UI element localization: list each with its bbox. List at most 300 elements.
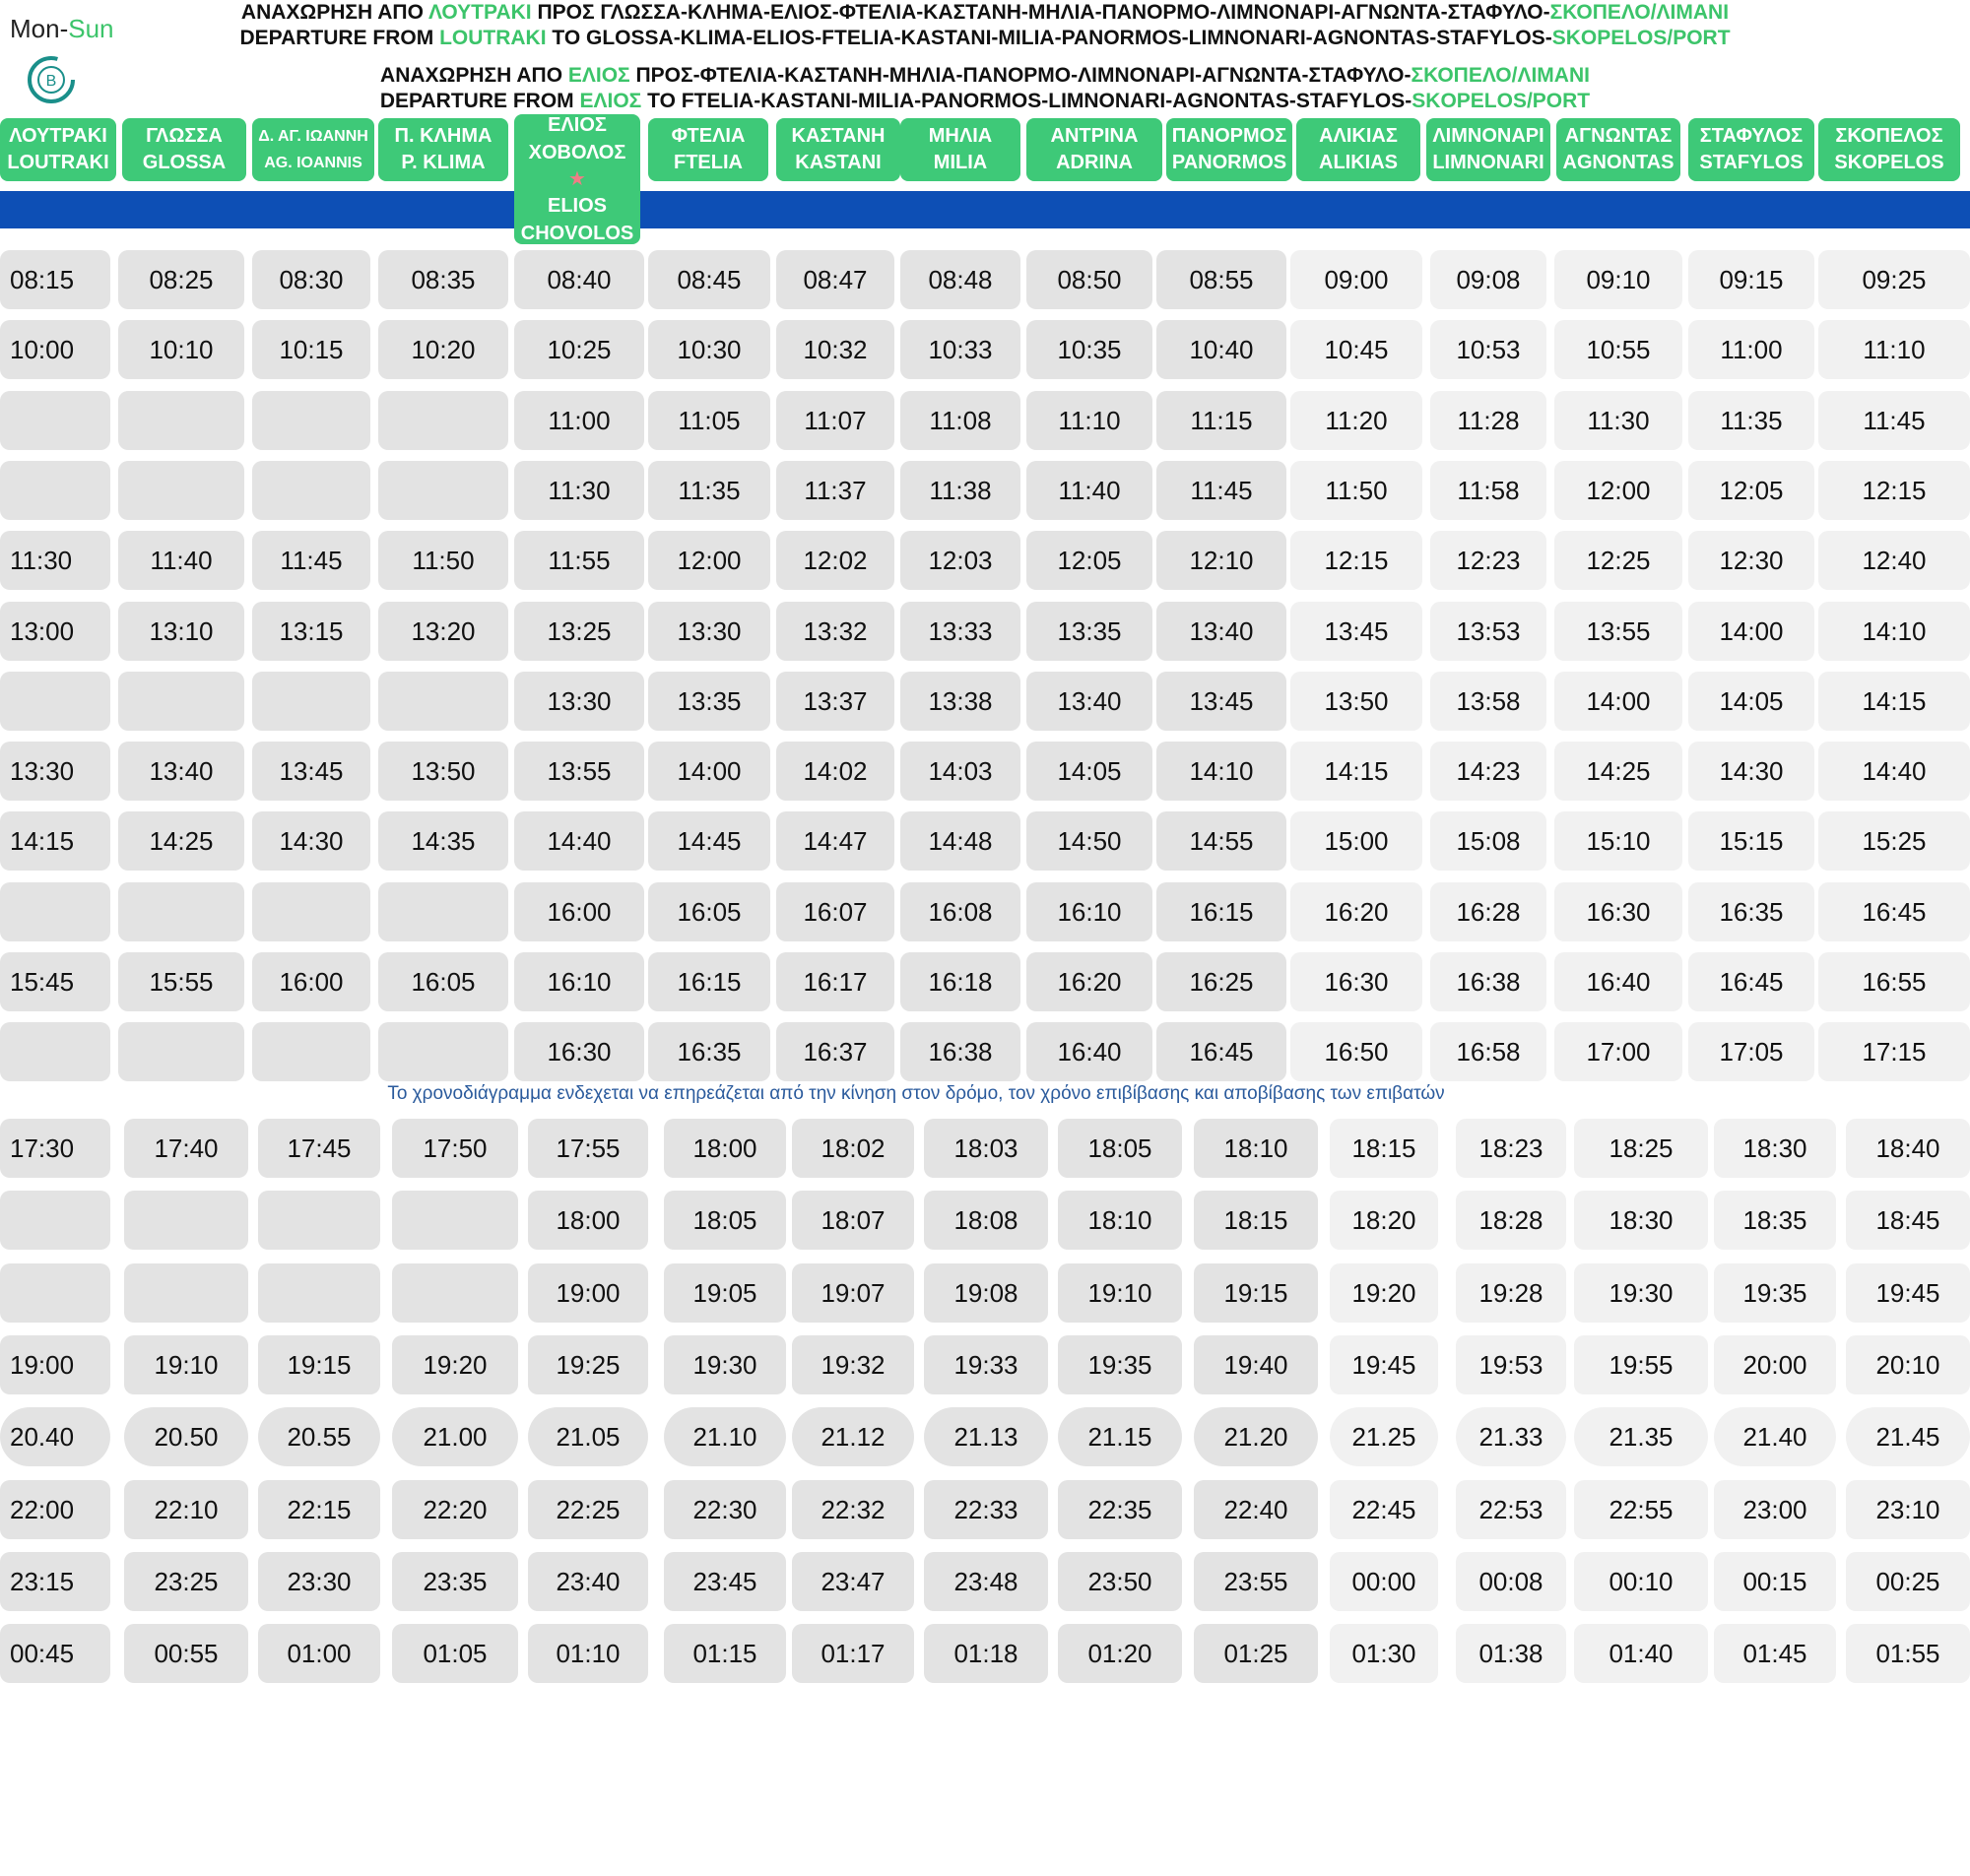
time-cell: 11:45 [1818, 391, 1970, 450]
time-cell: 21.25 [1330, 1407, 1438, 1466]
stop-header-skopelos [1818, 118, 1960, 181]
time-cell: 15:15 [1688, 811, 1814, 871]
empty-time-cell [124, 1263, 248, 1323]
empty-time-cell [392, 1191, 518, 1250]
stop-name-latin: KASTANI [795, 152, 882, 173]
time-cell: 18:15 [1330, 1119, 1438, 1178]
time-cell: 01:15 [664, 1624, 786, 1683]
time-cell: 13:45 [252, 742, 370, 801]
time-cell: 11:30 [0, 531, 110, 590]
time-cell: 09:15 [1688, 250, 1814, 309]
heading-text: TO FTELIA-KASTANI-MILIA-PANORMOS-LIMNONARI-AGNONTAS-STAFYLOS- [641, 90, 1412, 112]
empty-time-cell [378, 461, 508, 520]
time-cell: 16:15 [648, 952, 770, 1011]
time-cell: 11:20 [1290, 391, 1422, 450]
time-cell: 11:50 [378, 531, 508, 590]
time-cell: 22:20 [392, 1480, 518, 1539]
time-cell: 01:40 [1574, 1624, 1708, 1683]
time-cell: 20.50 [124, 1407, 248, 1466]
heading-line [148, 63, 1822, 89]
empty-time-cell [392, 1263, 518, 1323]
time-cell: 13:55 [514, 742, 644, 801]
time-cell: 18:10 [1058, 1191, 1182, 1250]
heading-origin: ΕΛΙΟΣ [579, 90, 642, 112]
time-cell: 10:32 [776, 320, 894, 379]
time-cell: 14:47 [776, 811, 894, 871]
time-cell: 14:10 [1818, 602, 1970, 661]
time-cell: 19:00 [528, 1263, 648, 1323]
stop-header-agnontas [1556, 118, 1680, 181]
time-cell: 16:08 [900, 882, 1020, 941]
time-cell: 16:35 [648, 1022, 770, 1081]
time-cell: 19:45 [1330, 1335, 1438, 1394]
time-cell: 14:15 [0, 811, 110, 871]
time-cell: 21.40 [1714, 1407, 1836, 1466]
time-cell: 15:55 [118, 952, 244, 1011]
empty-time-cell [252, 461, 370, 520]
time-cell: 23:25 [124, 1552, 248, 1611]
time-cell: 16:40 [1554, 952, 1682, 1011]
empty-time-cell [378, 1022, 508, 1081]
time-cell: 18:20 [1330, 1191, 1438, 1250]
time-cell: 16:05 [378, 952, 508, 1011]
time-cell: 18:05 [664, 1191, 786, 1250]
heading-text: ΠΡΟΣ-ΦΤΕΛΙΑ-ΚΑΣΤΑΝΗ-ΜΗΛΙΑ-ΠΑΝΟΡΜΟ-ΛΙΜΝΟΝΑΡΙ-ΑΓΝΩΝΤΑ-ΣΤΑΦΥΛΟ- [629, 64, 1412, 87]
heading-destination: SKOPELOS/PORT [1551, 27, 1731, 49]
time-cell: 19:40 [1194, 1335, 1318, 1394]
time-cell: 19:30 [1574, 1263, 1708, 1323]
time-cell: 18:30 [1574, 1191, 1708, 1250]
empty-time-cell [124, 1191, 248, 1250]
time-cell: 19:10 [1058, 1263, 1182, 1323]
stop-name-greek: ΣΤΑΦΥΛΟΣ [1699, 125, 1804, 147]
time-cell: 21.13 [924, 1407, 1048, 1466]
time-cell: 01:20 [1058, 1624, 1182, 1683]
time-cell: 01:38 [1456, 1624, 1566, 1683]
stop-name-greek: ΑΛΙΚΙΑΣ [1319, 125, 1398, 147]
time-cell: 01:10 [528, 1624, 648, 1683]
time-cell: 18:30 [1714, 1119, 1836, 1178]
empty-time-cell [0, 391, 110, 450]
time-cell: 10:45 [1290, 320, 1422, 379]
time-cell: 19:32 [792, 1335, 914, 1394]
time-cell: 16:58 [1430, 1022, 1546, 1081]
time-cell: 23:35 [392, 1552, 518, 1611]
time-cell: 16:00 [514, 882, 644, 941]
stop-header-elios-chovolos [514, 114, 640, 244]
time-cell: 16:45 [1688, 952, 1814, 1011]
time-cell: 19:28 [1456, 1263, 1566, 1323]
time-cell: 22:15 [258, 1480, 380, 1539]
time-cell: 23:00 [1714, 1480, 1836, 1539]
time-cell: 22:10 [124, 1480, 248, 1539]
brand-name-part1: Mon- [10, 14, 69, 43]
time-cell: 13:37 [776, 672, 894, 731]
time-cell: 13:15 [252, 602, 370, 661]
stop-header-kastani [776, 118, 900, 181]
time-cell: 14:03 [900, 742, 1020, 801]
time-cell: 13:30 [514, 672, 644, 731]
time-cell: 23:10 [1846, 1480, 1970, 1539]
time-cell: 13:40 [1156, 602, 1286, 661]
time-cell: 18:08 [924, 1191, 1048, 1250]
time-cell: 19:20 [392, 1335, 518, 1394]
time-cell: 10:25 [514, 320, 644, 379]
time-cell: 08:35 [378, 250, 508, 309]
time-cell: 16:30 [1554, 882, 1682, 941]
time-cell: 00:45 [0, 1624, 110, 1683]
heading-text: ΑΝΑΧΩΡΗΣΗ ΑΠΟ [240, 1, 428, 24]
time-cell: 14:40 [514, 811, 644, 871]
time-cell: 21.35 [1574, 1407, 1708, 1466]
time-cell: 13:45 [1290, 602, 1422, 661]
time-cell: 11:35 [648, 461, 770, 520]
time-cell: 21.12 [792, 1407, 914, 1466]
empty-time-cell [0, 1022, 110, 1081]
time-cell: 10:30 [648, 320, 770, 379]
route-headings [148, 0, 1822, 114]
time-cell: 19:10 [124, 1335, 248, 1394]
time-cell: 11:45 [252, 531, 370, 590]
time-cell: 13:35 [648, 672, 770, 731]
time-cell: 16:45 [1156, 1022, 1286, 1081]
heading-line [148, 0, 1822, 26]
stop-name-latin: FTELIA [674, 152, 743, 173]
time-cell: 00:25 [1846, 1552, 1970, 1611]
time-cell: 10:35 [1026, 320, 1152, 379]
time-cell: 16:10 [1026, 882, 1152, 941]
stop-name-latin: GLOSSA [142, 152, 227, 173]
time-cell: 12:15 [1290, 531, 1422, 590]
time-cell: 19:15 [258, 1335, 380, 1394]
time-cell: 08:30 [252, 250, 370, 309]
time-cell: 22:33 [924, 1480, 1048, 1539]
time-cell: 01:17 [792, 1624, 914, 1683]
empty-time-cell [378, 391, 508, 450]
time-cell: 22:53 [1456, 1480, 1566, 1539]
heading-origin: ΛΟΥΤΡΑΚΙ [427, 1, 532, 24]
empty-time-cell [118, 391, 244, 450]
time-cell: 14:00 [1554, 672, 1682, 731]
time-cell: 23:30 [258, 1552, 380, 1611]
empty-time-cell [0, 1191, 110, 1250]
empty-time-cell [118, 672, 244, 731]
time-cell: 22:32 [792, 1480, 914, 1539]
time-cell: 18:40 [1846, 1119, 1970, 1178]
time-cell: 14:45 [648, 811, 770, 871]
empty-time-cell [378, 672, 508, 731]
empty-time-cell [0, 461, 110, 520]
stop-name-greek: ΜΗΛΙΑ [928, 125, 993, 147]
time-cell: 14:30 [252, 811, 370, 871]
stop-header-alikias [1296, 118, 1420, 181]
time-cell: 23:15 [0, 1552, 110, 1611]
time-cell: 13:53 [1430, 602, 1546, 661]
time-cell: 16:20 [1026, 952, 1152, 1011]
time-cell: 16:55 [1818, 952, 1970, 1011]
time-cell: 13:25 [514, 602, 644, 661]
time-cell: 11:10 [1818, 320, 1970, 379]
stop-name-greek: ΠΑΝΟΡΜΟΣ [1171, 125, 1287, 147]
time-cell: 14:05 [1688, 672, 1814, 731]
time-cell: 23:48 [924, 1552, 1048, 1611]
empty-time-cell [252, 882, 370, 941]
time-cell: 08:40 [514, 250, 644, 309]
empty-time-cell [378, 882, 508, 941]
time-cell: 11:55 [514, 531, 644, 590]
time-cell: 12:25 [1554, 531, 1682, 590]
time-cell: 08:50 [1026, 250, 1152, 309]
time-cell: 20.40 [0, 1407, 110, 1466]
schedule-disclaimer: Το χρονοδιάγραμμα ενδεχεται να επηρεάζεται από την κίνηση στον δρόμο, τον χρόνο επιβίβασης και αποβίβασης των επιβατών [387, 1083, 1445, 1104]
time-cell: 18:03 [924, 1119, 1048, 1178]
time-cell: 13:30 [648, 602, 770, 661]
stop-name-latin: STAFYLOS [1699, 152, 1804, 173]
time-cell: 11:30 [1554, 391, 1682, 450]
time-cell: 20:00 [1714, 1335, 1836, 1394]
time-cell: 13:32 [776, 602, 894, 661]
time-cell: 10:53 [1430, 320, 1546, 379]
time-cell: 17:05 [1688, 1022, 1814, 1081]
time-cell: 11:00 [514, 391, 644, 450]
empty-time-cell [0, 672, 110, 731]
time-cell: 11:08 [900, 391, 1020, 450]
heading-text: TO GLOSSA-KLIMA-ELIOS-FTELIA-KASTANI-MILIA-PANORMOS-LIMNONARI-AGNONTAS-STAFYLOS- [546, 27, 1552, 49]
stop-name-latin: ELIOS [547, 195, 607, 217]
time-cell: 15:00 [1290, 811, 1422, 871]
time-cell: 01:25 [1194, 1624, 1318, 1683]
empty-time-cell [0, 882, 110, 941]
time-cell: 10:40 [1156, 320, 1286, 379]
time-cell: 16:15 [1156, 882, 1286, 941]
time-cell: 08:47 [776, 250, 894, 309]
time-cell: 10:15 [252, 320, 370, 379]
time-cell: 09:00 [1290, 250, 1422, 309]
time-cell: 14:25 [118, 811, 244, 871]
time-cell: 11:07 [776, 391, 894, 450]
time-cell: 13:40 [118, 742, 244, 801]
stop-name-latin: ADRINA [1056, 152, 1133, 173]
time-cell: 10:33 [900, 320, 1020, 379]
stop-name-latin: PANORMOS [1171, 152, 1287, 173]
time-cell: 23:55 [1194, 1552, 1318, 1611]
time-cell: 01:30 [1330, 1624, 1438, 1683]
time-cell: 18:05 [1058, 1119, 1182, 1178]
time-cell: 15:45 [0, 952, 110, 1011]
stop-header-loutraki [0, 118, 116, 181]
time-cell: 10:20 [378, 320, 508, 379]
heading-text: ΑΝΑΧΩΡΗΣΗ ΑΠΟ [380, 64, 568, 87]
time-cell: 11:38 [900, 461, 1020, 520]
time-cell: 11:15 [1156, 391, 1286, 450]
time-cell: 19:45 [1846, 1263, 1970, 1323]
stop-header-ag-ioannis [252, 118, 374, 181]
time-cell: 17:50 [392, 1119, 518, 1178]
time-cell: 21.20 [1194, 1407, 1318, 1466]
time-cell: 21.45 [1846, 1407, 1970, 1466]
time-cell: 21.10 [664, 1407, 786, 1466]
time-cell: 00:10 [1574, 1552, 1708, 1611]
time-cell: 11:35 [1688, 391, 1814, 450]
time-cell: 12:03 [900, 531, 1020, 590]
stop-name-greek: ΑΝΤΡΙΝΑ [1050, 125, 1139, 147]
stop-name-greek: ΕΛΙΟΣ [548, 114, 607, 136]
stop-name-latin: ALIKIAS [1319, 152, 1398, 173]
time-cell: 16:50 [1290, 1022, 1422, 1081]
heading-destination: ΣΚΟΠΕΛΟ/ΛΙΜΑΝΙ [1411, 64, 1590, 87]
stop-header-p-klima [378, 118, 508, 181]
time-cell: 23:47 [792, 1552, 914, 1611]
time-cell: 18:02 [792, 1119, 914, 1178]
time-cell: 17:30 [0, 1119, 110, 1178]
time-cell: 11:50 [1290, 461, 1422, 520]
time-cell: 18:25 [1574, 1119, 1708, 1178]
brand-name [10, 14, 114, 44]
time-cell: 10:55 [1554, 320, 1682, 379]
time-cell: 11:10 [1026, 391, 1152, 450]
heading-line [148, 89, 1822, 114]
time-cell: 16:18 [900, 952, 1020, 1011]
time-cell: 22:45 [1330, 1480, 1438, 1539]
time-cell: 13:00 [0, 602, 110, 661]
time-cell: 16:25 [1156, 952, 1286, 1011]
time-cell: 12:10 [1156, 531, 1286, 590]
time-cell: 23:45 [664, 1552, 786, 1611]
time-cell: 22:55 [1574, 1480, 1708, 1539]
stop-name-latin: CHOVOLOS [520, 223, 634, 244]
brand-emblem-icon [25, 53, 78, 106]
time-cell: 12:15 [1818, 461, 1970, 520]
time-cell: 14:23 [1430, 742, 1546, 801]
stop-name-greek: ΦΤΕΛΙΑ [671, 125, 746, 147]
stop-name-greek: ΑΓΝΩΝΤΑΣ [1564, 125, 1673, 147]
time-cell: 09:25 [1818, 250, 1970, 309]
time-cell: 19:53 [1456, 1335, 1566, 1394]
stop-header-ftelia [648, 118, 768, 181]
stop-name-latin: P. KLIMA [401, 152, 486, 173]
time-cell: 16:30 [514, 1022, 644, 1081]
time-cell: 22:25 [528, 1480, 648, 1539]
time-cell: 16:35 [1688, 882, 1814, 941]
time-cell: 08:55 [1156, 250, 1286, 309]
heading-line [148, 26, 1822, 51]
time-cell: 11:05 [648, 391, 770, 450]
stop-header-glossa [122, 118, 246, 181]
time-cell: 18:23 [1456, 1119, 1566, 1178]
time-cell: 13:20 [378, 602, 508, 661]
stop-name-greek: ΛΟΥΤΡΑΚΙ [9, 125, 107, 147]
time-cell: 18:35 [1714, 1191, 1836, 1250]
time-cell: 12:05 [1026, 531, 1152, 590]
time-cell: 16:05 [648, 882, 770, 941]
time-cell: 22:40 [1194, 1480, 1318, 1539]
time-cell: 16:17 [776, 952, 894, 1011]
time-cell: 08:45 [648, 250, 770, 309]
time-cell: 11:30 [514, 461, 644, 520]
time-cell: 19:20 [1330, 1263, 1438, 1323]
header-band [0, 191, 1970, 228]
time-cell: 19:07 [792, 1263, 914, 1323]
time-cell: 13:40 [1026, 672, 1152, 731]
time-cell: 16:07 [776, 882, 894, 941]
time-cell: 12:30 [1688, 531, 1814, 590]
time-cell: 14:05 [1026, 742, 1152, 801]
time-cell: 19:30 [664, 1335, 786, 1394]
brand-logo [10, 14, 128, 112]
empty-time-cell [258, 1191, 380, 1250]
time-cell: 14:25 [1554, 742, 1682, 801]
time-cell: 12:40 [1818, 531, 1970, 590]
time-cell: 18:07 [792, 1191, 914, 1250]
empty-time-cell [0, 1263, 110, 1323]
stop-header-panormos [1166, 118, 1292, 181]
stop-name-latin: LOUTRAKI [7, 152, 109, 173]
time-cell: 14:02 [776, 742, 894, 801]
time-cell: 19:55 [1574, 1335, 1708, 1394]
time-cell: 11:28 [1430, 391, 1546, 450]
time-cell: 12:00 [648, 531, 770, 590]
star-icon: ★ [568, 168, 586, 190]
time-cell: 17:45 [258, 1119, 380, 1178]
time-cell: 19:00 [0, 1335, 110, 1394]
time-cell: 21.05 [528, 1407, 648, 1466]
time-cell: 20:10 [1846, 1335, 1970, 1394]
time-cell: 21.15 [1058, 1407, 1182, 1466]
time-cell: 19:35 [1714, 1263, 1836, 1323]
time-cell: 23:50 [1058, 1552, 1182, 1611]
time-cell: 01:45 [1714, 1624, 1836, 1683]
heading-text: DEPARTURE FROM [239, 27, 440, 49]
time-cell: 19:15 [1194, 1263, 1318, 1323]
time-cell: 22:00 [0, 1480, 110, 1539]
time-cell: 19:35 [1058, 1335, 1182, 1394]
time-cell: 15:25 [1818, 811, 1970, 871]
time-cell: 14:15 [1818, 672, 1970, 731]
empty-time-cell [118, 461, 244, 520]
stop-header-milia [900, 118, 1020, 181]
time-cell: 19:05 [664, 1263, 786, 1323]
time-cell: 16:20 [1290, 882, 1422, 941]
time-cell: 17:40 [124, 1119, 248, 1178]
stop-name-greek: ΛΙΜΝΟΝΑΡΙ [1432, 125, 1544, 147]
time-cell: 14:00 [1688, 602, 1814, 661]
time-cell: 17:15 [1818, 1022, 1970, 1081]
time-cell: 15:08 [1430, 811, 1546, 871]
time-cell: 01:55 [1846, 1624, 1970, 1683]
empty-time-cell [252, 391, 370, 450]
stop-name-latin: AG. IOANNIS [264, 155, 362, 171]
time-cell: 08:25 [118, 250, 244, 309]
stop-name-greek: Δ. ΑΓ. ΙΩΑΝΝΗ [258, 128, 368, 145]
time-cell: 18:00 [664, 1119, 786, 1178]
time-cell: 16:30 [1290, 952, 1422, 1011]
time-cell: 14:30 [1688, 742, 1814, 801]
time-cell: 10:10 [118, 320, 244, 379]
heading-origin: ΕΛΙΟΣ [567, 64, 630, 87]
stop-name-latin: MILIA [933, 152, 988, 173]
time-cell: 13:30 [0, 742, 110, 801]
stop-name-greek: ΧΟΒΟΛΟΣ [528, 142, 626, 163]
time-cell: 15:10 [1554, 811, 1682, 871]
time-cell: 14:50 [1026, 811, 1152, 871]
time-cell: 17:55 [528, 1119, 648, 1178]
time-cell: 16:38 [1430, 952, 1546, 1011]
time-cell: 18:00 [528, 1191, 648, 1250]
time-cell: 14:55 [1156, 811, 1286, 871]
time-cell: 12:02 [776, 531, 894, 590]
time-cell: 16:45 [1818, 882, 1970, 941]
stop-name-latin: AGNONTAS [1562, 152, 1674, 173]
